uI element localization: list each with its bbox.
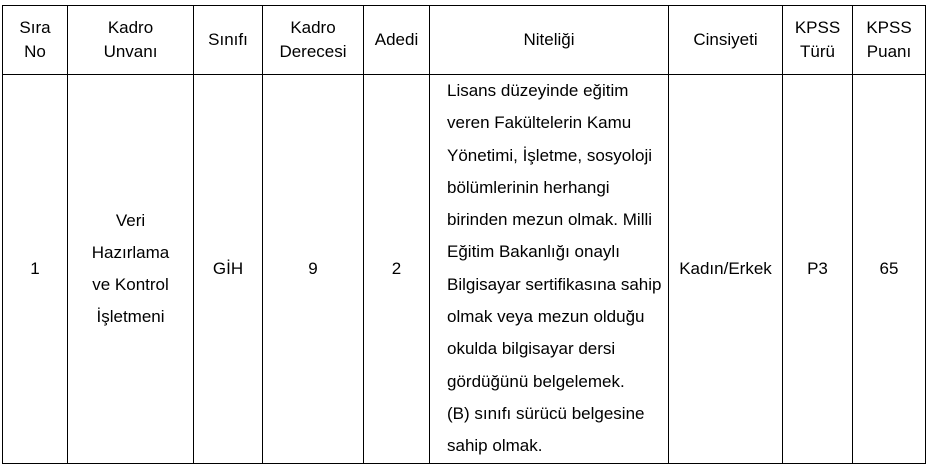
header-kadro-unvani-line: Unvanı (103, 42, 158, 61)
header-sinifi: Sınıfı (194, 6, 263, 75)
header-kpss-puani-line: KPSS (866, 18, 912, 37)
niteligi-line: birinden mezun olmak. Milli (447, 210, 653, 230)
niteligi-line: okulda bilgisayar dersi (447, 339, 616, 359)
cell-kadro-unvani (68, 75, 194, 464)
header-kadro-derecesi-line: Derecesi (279, 42, 347, 61)
header-kadro-unvani-line: Kadro (107, 18, 154, 37)
header-kpss-puani (853, 6, 926, 75)
header-row (3, 6, 926, 75)
header-kpss-puani-line: Puanı (866, 42, 912, 61)
cell-kadro-unvani-line: Veri (115, 210, 146, 230)
cell-niteligi (430, 75, 669, 464)
cell-kadro-unvani-line: İşletmeni (96, 306, 165, 326)
niteligi-line: sahip olmak. (447, 436, 543, 456)
cell-kpss-turu: P3 (783, 75, 853, 464)
cell-sinifi: GİH (194, 75, 263, 464)
header-kadro-unvani (68, 6, 194, 75)
header-kpss-turu-line: Türü (800, 42, 835, 61)
niteligi-line: olmak veya mezun olduğu (447, 307, 645, 327)
table-row (3, 75, 926, 464)
cell-sira-no: 1 (3, 75, 68, 464)
niteligi-line: Lisans düzeyinde eğitim (447, 81, 629, 100)
niteligi-line: Eğitim Bakanlığı onaylı (447, 242, 620, 262)
niteligi-line: veren Fakültelerin Kamu (447, 113, 632, 133)
niteligi-line: bölümlerinin herhangi (447, 177, 610, 197)
header-cinsiyeti: Cinsiyeti (669, 6, 783, 75)
cell-kadro-unvani-line: ve Kontrol (92, 274, 169, 294)
cell-adedi: 2 (364, 75, 430, 464)
cell-cinsiyeti: Kadın/Erkek (669, 75, 783, 464)
niteligi-line: gördüğünü belgelemek. (447, 371, 625, 391)
header-niteligi: Niteliği (430, 6, 669, 75)
header-kpss-turu (783, 6, 853, 75)
niteligi-line: Yönetimi, İşletme, sosyoloji (447, 145, 653, 165)
header-sira-no-line: Sıra (19, 18, 51, 37)
header-sira-no (3, 6, 68, 75)
cell-kadro-unvani-line: Hazırlama (91, 242, 170, 262)
cell-kadro-derecesi: 9 (263, 75, 364, 464)
niteligi-line: (B) sınıfı sürücü belgesine (447, 403, 645, 423)
header-sira-no-line: No (24, 42, 46, 61)
staff-position-table (2, 5, 926, 464)
header-kpss-turu-line: KPSS (794, 18, 841, 37)
header-adedi: Adedi (364, 6, 430, 75)
cell-kpss-puani: 65 (853, 75, 926, 464)
header-kadro-derecesi (263, 6, 364, 75)
niteligi-line: Bilgisayar sertifikasına sahip (447, 274, 662, 294)
header-kadro-derecesi-line: Kadro (290, 18, 336, 37)
